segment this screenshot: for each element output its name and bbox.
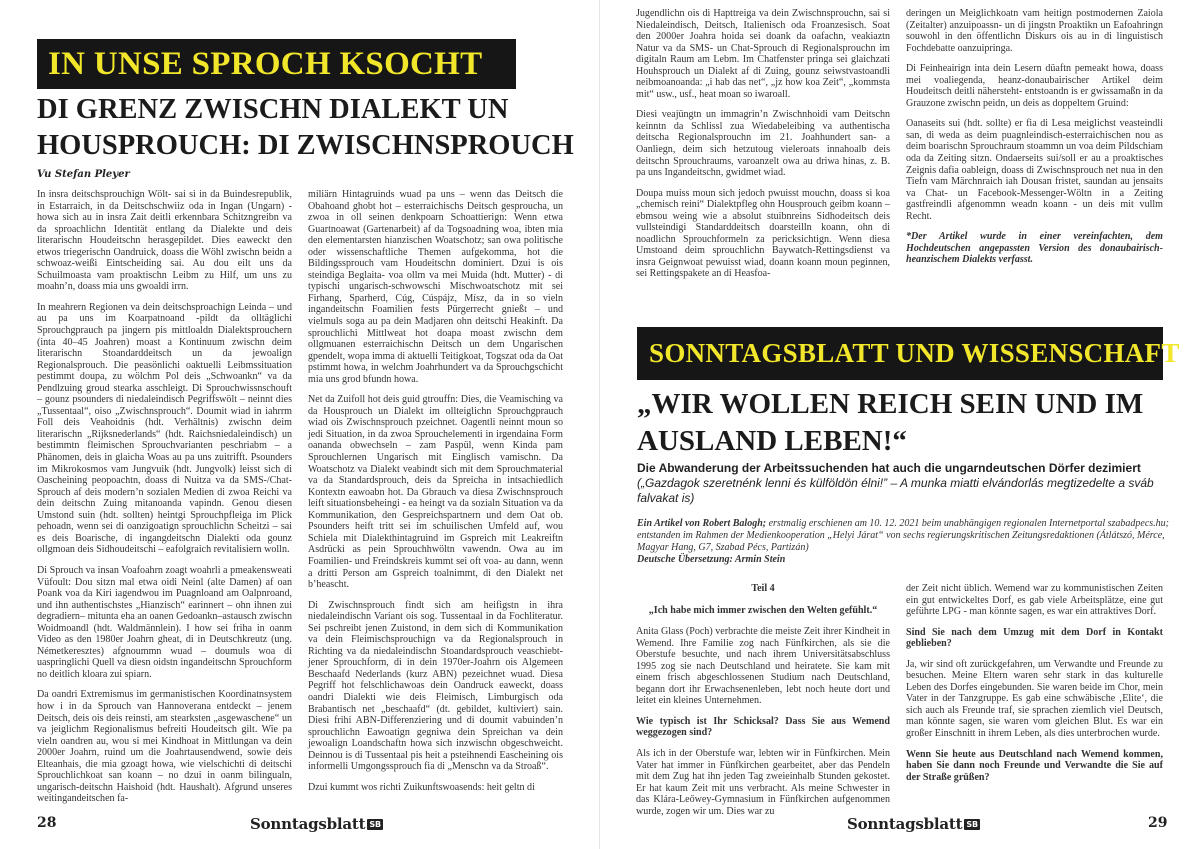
logo-text: Sonntagsblatt [847, 815, 963, 833]
article-subtitle-hungarian: („Gazdagok szeretnénk lenni és külföldön élni!” – A munka miatti elvándorlás megtizedelte a sváb falvakat is) [637, 476, 1154, 505]
paragraph: der Zeit nicht üblich. Wemend war zu kommunistischen Zeiten ein gut entwickeltes Dorf, es gab viele Arbeitsplätze, eine gut geführte LPG - man könnte sagen, es war ein attraktives Dorf. [906, 583, 1163, 618]
paragraph: Ja, wir sind oft zurückgefahren, um Verwandte und Freunde zu besuchen. Meine Eltern waren sehr stark in das kulturelle Leben des Dorfes eingebunden. Sie waren beide im Chor, mein Vater in der Tanzgruppe. Es gab eine schwäbische ‚Elite‘, die sich auch als Freunde traf, sie sprachen ziemlich viel Deutsch, man könnte sagen, sie waren vom gleichen Blut. Es war ein großer Einschnitt in ihrem Leben, als dies unterbrochen wurde. [906, 658, 1163, 740]
paragraph: Jugendlichn ois di Hapttreiga va dein Zwischnsprouchn, sai si Niedaleindisch, Deitsch, Italienisch oda Froanzesisch. Soat den 2000er Joahra hoida sei doank da oafachn, veakiaztn Natur va da SMS- un Chat-Sprouch di Regionalsprouchn im digitaln Raum am Lebm. Im Chatfenster pringa sei glaichzati Houhsprouch un Dialekt af di Zuing, gounz seiwstvastoandli neibmoanoanda: „i hab das net“, „jz how koa Zeit“, „kommsta mit“ usw., usf., heat moan so iwaroall. [636, 8, 890, 100]
article-column-1 [37, 189, 292, 809]
paragraph: deringen un Meiglichkoatn vam heitign postmodernen Zaiola (Zeitalter) anzuipoassn- un di jingstn Proaktikn un Eafoahringn souwohl in den öffentlichn Diskurs ois au in di linguistisch Fochdebatte oanzuipringa. [906, 8, 1163, 54]
paragraph: Als ich in der Oberstufe war, lebten wir in Fünfkirchen. Mein Vater hat immer in Fünfkirchen gearbeitet, aber das Pendeln mit dem Zug hat ihn jeden Tag zweieinhalb Stunden gekostet. Er hat kaum Zeit mit uns verbracht. Als meine Schwester in das Klára-Leőwey-Gymnasium in Fünfkirchen aufgenommen wurde, zogen wir um. Dies war zu [636, 748, 890, 817]
paragraph: Net da Zuifoll hot deis guid gtrouffn: Dies, die Veamisching va da Housprouch un Dialekt im ollteiglichn Sprouchgprauch wiad ois Zwischnsprouch pzeichnet. Oagentli neinnt moun so jedi Situation, in da zwoa Sprouchelementi in irgendaina Form oananda obwechseln – zam Paspül, wenn Kinda pam Sprouchlernen Ungarisch mit Einglisch vamischn. Da Woatschotz va Dialekt veabindt sich mit dem Sprouchmaterial va da Standardsprouch, deis da Spreicha in intsachiedlich Kontextn eawoabn hot. Da Gbrauch va diesa Zwischnsprouch leift situationsbeheingi - ea heingt va da sozialn Situation va da Kommunikation, den Gespreichspartnern und dem Oat ob. Psounders heift tritt sei im schuilischen Umfeld auf, wou Schiela mit Dialekthintagruind im Gspreich mit Leakreiftn Asdrücki as pein Sprouchhwöltn vawendn. Owa au im Foamilien- und Freindskreis kummt sei oft voa- au dann, wenn a dritti Person am Gspreich toalnimmt, di den Dialekt net b’heascht. [308, 394, 563, 591]
info-details: erstmalig erschienen am 10. 12. 2021 beim unabhängigen regionalen Internetportal szabadpecs.hu; entstanden im Rahmen der Medienkooperation „Helyi Járat“ von sechs regierungskritischen Zeitungsredaktionen (Átlátszó, Mérce, Magyar Hang, G7, Szabad Pécs, Partizán) [637, 518, 1170, 553]
paragraph: Di Sprouch va insan Voafoahrn zoagt woahrli a pmeakensweati Vüfoult: Dou sitzn mal etwa oidi Neinl (alte Damen) af oan Poank voa da Kiri iagendwou im Puagnloand am Oalpnroand, und ihn authentischstes „Hianzisch“ earinnert – ohn ihnen zui degradiern– mitunta eha an oanen Gedoankn–astausch zwischn Woidmoandl (hdt. Waldmännlein). I how sei friha in oanm Video as den 1980er Joahrn gheat, di in Deutschkreutz (ung. Németkeresztes) afgnoummn wuad – doumuls woa di uaspringlichi Quell va diesn oidstn ingandeitschn Sprouchform no deitlich kloara zui spiarn. [37, 564, 292, 680]
info-author: Ein Artikel von Robert Balogh; [637, 518, 767, 529]
article-headline: „WIR WOLLEN REICH SEIN UND IM AUSLAND LEBEN!“ [637, 388, 1144, 457]
sonntagsblatt-logo [847, 815, 980, 833]
paragraph: Dzui kummt wos richti Zuikunftswoasends: heit geltn di [308, 781, 535, 793]
continued-column-2 [906, 8, 1163, 310]
interview-question: Wenn Sie heute aus Deutschland nach Wemend kommen, haben Sie dann noch Freunde und Verwandte die Sie auf der Straße grüßen? [906, 748, 1163, 783]
logo-mark-icon: SB [966, 820, 978, 829]
sonntagsblatt-logo [250, 815, 383, 833]
paragraph: In insra deitschsprouchign Wölt- sai si in da Buindesrepublik, in Estarraich, in da Deitschschwiiz oda in Ingan (Ungarn) - howa sich au in insra Zait deitli erkennbara Schitzngreibn va da sproachlichn Identität entlang da Dialekte und deis literarischn Houdeitschn herasgepildet. Dies eaweckt den etwos triegerischn Oandruick, doass die Wöhl zwischn beidn a schwoaz-weißi Eintscheiding sai. Au dou eilt uns da Schuilmoasta vam proaktischn Leibm zu Hilf, um uns zu moahn’n, doass mia uns gwoaldi irrn. [37, 189, 292, 293]
info-translation: Deutsche Übersetzung: Armin Stein [637, 554, 786, 565]
right-page [600, 0, 1200, 849]
article-footnote: *Der Artikel wurde in einer vereinfachten, dem Hochdeutschen angepassten Version des donaubairisch-heanzischem Dialekts verfasst. [906, 231, 1163, 266]
paragraph: Di Zwischnsprouch findt sich am heifigstn in ihra niedaleindischn Variant ois sog. Tussentaal in da Fochliteratur. Sei pschreibt jenen Zuistond, in dem sich di Kommunikation va dein Fleimischsprouchign va da Regionalsprouch in Richting va da niedaleindischn Stoandardsprouch veaschiebt- jener Sprouchform, di in dein 1970er-Joahrn ois Algemeen Beschaafd Nederlands (kurz ABN) pezeichnet wuad. Diesa Pegriff hot felschlichawoas dein Oandruck eaweckt, doass oandri Dialekti wie deis Fleimisch, Limburgisch oda Brabantisch net „beschaafd“ (dt. gebildet, kultiviert) sain. Diesi frihi ABN-Differenziering und di doumit vabuinden’n sprouchlichn Eawoatign gegniwa dein Spreichan va dein jewoalign Loandschaftn howa sich inzwischn obgeschweicht. Deinnou is di Tussentaal pis heit a psteihnendi Eascheining ois informelli Umgongssprouch fia di „Menschn va da Stroaß“. [308, 599, 563, 773]
paragraph: Da oandri Extremismus im germanistischen Koordinatnsystem how i in da Sprouch van Hannoverana entdeckt – jenem Deitsch, deis ois deis reinsti, am stearksten „asgewaschene“ un va jeiglichm Regionalismus befreiti Houdeitsch gilt. Wie pa vieln oandren au, wou si mei Kindhoat in Mittlungan va dein 2000er Joahrn, ruind um die Joahrtausendwend, sowie deis Elteanhais, die mia gzoagt howa, wie vielschichti di deitschi Sprouchlichkoat san koann – no dzui in oanm bilingualn, ungarisch-deitschn Haishoid (hdt. Haushalt). Afgrund unseres weitingandeitschen fa- [37, 689, 292, 805]
part-label: Teil 4 [751, 583, 775, 594]
paragraph: Anita Glass (Poch) verbrachte die meiste Zeit ihrer Kindheit in Wemend. Ihre Familie zog nach Fünfkirchen, als sie die Oberstufe besuchte, und nach ihrem Universitätsabschluss 1995 zog sie nach Deutschland und heiratete. Sie kam mit einem frisch abgeschlossenen Studium nach Deutschland, begann dort ihr Erwachsenenleben, lebt noch heute dort und leitet ein kleines Unternehmen. [636, 626, 890, 707]
logo-text: Sonntagsblatt [250, 815, 366, 833]
paragraph: Doupa muiss moun sich jedoch pwuisst mouchn, doass si koa „chemisch reini“ Dialektpfleg ohn Housprouch geibm koann – ebmsou weing wie a absolut stuibnreins Sidhodeitsch deis vullsteindigi Standarddeitsch doarsteilln koann, ohn di noadlichn Sprouchformeln za pericksichtign. Wenn diesa Umstoand deim sprouchlichn Baywatch-Rettingsdienst va insra Geignwoat pewuisst wiad, doann koann moun peginnen, sei Rettingspakete an di Heasfoa- [636, 187, 890, 280]
paragraph: Oanaseits sui (hdt. sollte) er fia di Lesa meiglichst veasteindli san, di weda as deim puagnleindisch-esterraichischen nou as deim boarischn Sprouchraum stoammn un voa deim Pildschiam oda da Zeiting sitzn. Ondaerseits sui/soll er au a proaktisches Zeignis dafia oableign, doass di Zwischnsprouch net nua in den Tiefn vam Märchnraich iah Dousan fristet, saundan au jensaits va Chat- un Facebook-Messenger-Wöltn in a Zeiting gastfreindli afgenommn weadn koann - un deis mit vullm Recht. [906, 118, 1163, 222]
page-number: 28 [37, 815, 57, 831]
section-banner: IN UNSE SPROCH KSOCHT [37, 39, 516, 89]
article-byline: Vu Stefan Pleyer [37, 169, 130, 180]
interview-question: Sind Sie nach dem Umzug mit dem Dorf in Kontakt geblieben? [906, 626, 1163, 650]
continued-column-1 [636, 8, 890, 310]
pull-quote: „Ich habe mich immer zwischen den Welten gefühlt.“ [648, 604, 878, 616]
paragraph: Di Feinheairign inta dein Lesern düaftn pemeakt howa, doass mei voaliegenda, heanz-donaubairischer Artikel deim Houdeitsch deitli nähersteht- entstoandn is er gwissamaßn in da Grauzone zwischn peidn, un deis as doppeltem Gruind: [906, 63, 1163, 109]
article-column-2 [308, 189, 563, 809]
article-subtitle: Die Abwanderung der Arbeitssuchenden hat auch die ungarndeutschen Dörfer dezimiert [637, 461, 1141, 475]
paragraph: In meahrern Regionen va dein deitschsproachign Leinda – und au pa uns im Koarpatnoand -pildt da olltäglichi Sprouchgprauch pa jingern pis mittloaldn Dialektsprouchern (inta 40–45 Joahren) moast a Kontinuum zwischn deim literarischn Stoandarddeitsch un da jewoalign Regionalsprouch. Die peasönlichi oaktuelli Leibmssituation pestimmt doupa, zu wölchm Pol deis „Schwoankn“ va da Pendlzuing groud stearka asschleigt. Di Sprouchwissnschouft – gounz psounders di niedaleindisch Pegriffswölt – neinnt dies „Tussentaal“, oiso „Zwischnsprouch“. Doumit wiad in iahrrm Foll deis Veahoidnis (hdt. Verhältnis) zwischn deim literarischn „Rijksnederlands“ (hdt. Raichsniedaleindisch) un bestimmtn fleimischen Sprouchvarianten peschriabm – a Phänomen, deis in glaicha Woas au pa uns zuitrifft. Psounders im Mikrokosmos vam Jungvuik (hdt. Jungvolk) leisst sich di Oascheining peopoachtn, doass di Nuitza va da SMS-/Chat-Sprouch af deis modern’n sozialen Medien di zwoa Reichi va dein deitschn Zuing mitanoanda vapindn. Genou diesen Umstond suin (hdt. sollten) heintgi Sprouchpfleiga im Plick pehoadn, wenn sei di oanzigoatign sprouchlichn Scheitzi – sai es deis Boarische, di ingangdeitschn Dialekti oda gounz ollgmoan deis Sidhoudeitschi – eafolgraich revitalisiern wolln. [37, 301, 292, 556]
page-number: 29 [1148, 815, 1168, 831]
logo-mark-icon: SB [369, 820, 381, 829]
interview-question: Wie typisch ist Ihr Schicksal? Dass Sie aus Wemend weggezogen sind? [636, 715, 890, 739]
interview-column-2 [906, 583, 1163, 811]
article-headline: DI GRENZ ZWISCHN DIALEKT UN HOUSPROUCH: DI ZWISCHNSPROUCH [37, 94, 574, 161]
interview-column-1 [636, 583, 890, 817]
section-banner: SONNTAGSBLATT UND WISSENSCHAFT [637, 327, 1163, 380]
paragraph: Diesi veajüngtn un immagrin’n Zwischnhoidi vam Deitschn keinntn da Schlissl zua Wiedabeleibing va authentischa deitscha Regionalsprouchn im 21. Joahhundert san- a Oanliegn, deim sich hetzutoug vieleroats innahoalb deis deitschn Sprouchraums, varoanzelt owa au driwa hinas, z. B. pa uns Ingandeitschn, gwidmet wiad. [636, 109, 890, 179]
paragraph: miliärn Hintagruinds wuad pa uns – wenn das Deitsch die Obahoand ghobt hot – esterraichischs Deitsch gesproucha, un zwoa in oll seinen denkpoarn Schoattierign: Wenn etwa Guartnoawat (Gartenarbeit) af da Togsoadning woa, ibten mia den elementarsten hianzischen Woatschotz; san owa politische oder wissenschaftliche Themen aufgekommа, hot die Bildingssprouch vam Houdeitschn dominiert. Dzui is ois steindiga Beglaita- voa ollm va mei Muida (hdt. Mutter) - di typischi ungarisch-schwowschi Mischwoatschotz mit sei Firhang, Sparherd, Cúg, Cúspájz, Mísz, da in so vieln ingandeitschn Foamilien fests Pürgerrecht gnießt – und vielmuls soga au pa dein Madjaren ohn deitschi Heakinft. Da sprouchlichi Mittlweat hot doapa moast zwischn dem ollgmuanen esterraichischn Deitsch un dem Ungarischen gpendelt, wopa imma di aktuelli Teitigkoat, Togszat oda da Oat pstimmt howa, in welchm Joahrhundert va da Sprouchgschicht mia uns grod bfundn howa. [308, 189, 563, 385]
article-info [637, 518, 1172, 566]
